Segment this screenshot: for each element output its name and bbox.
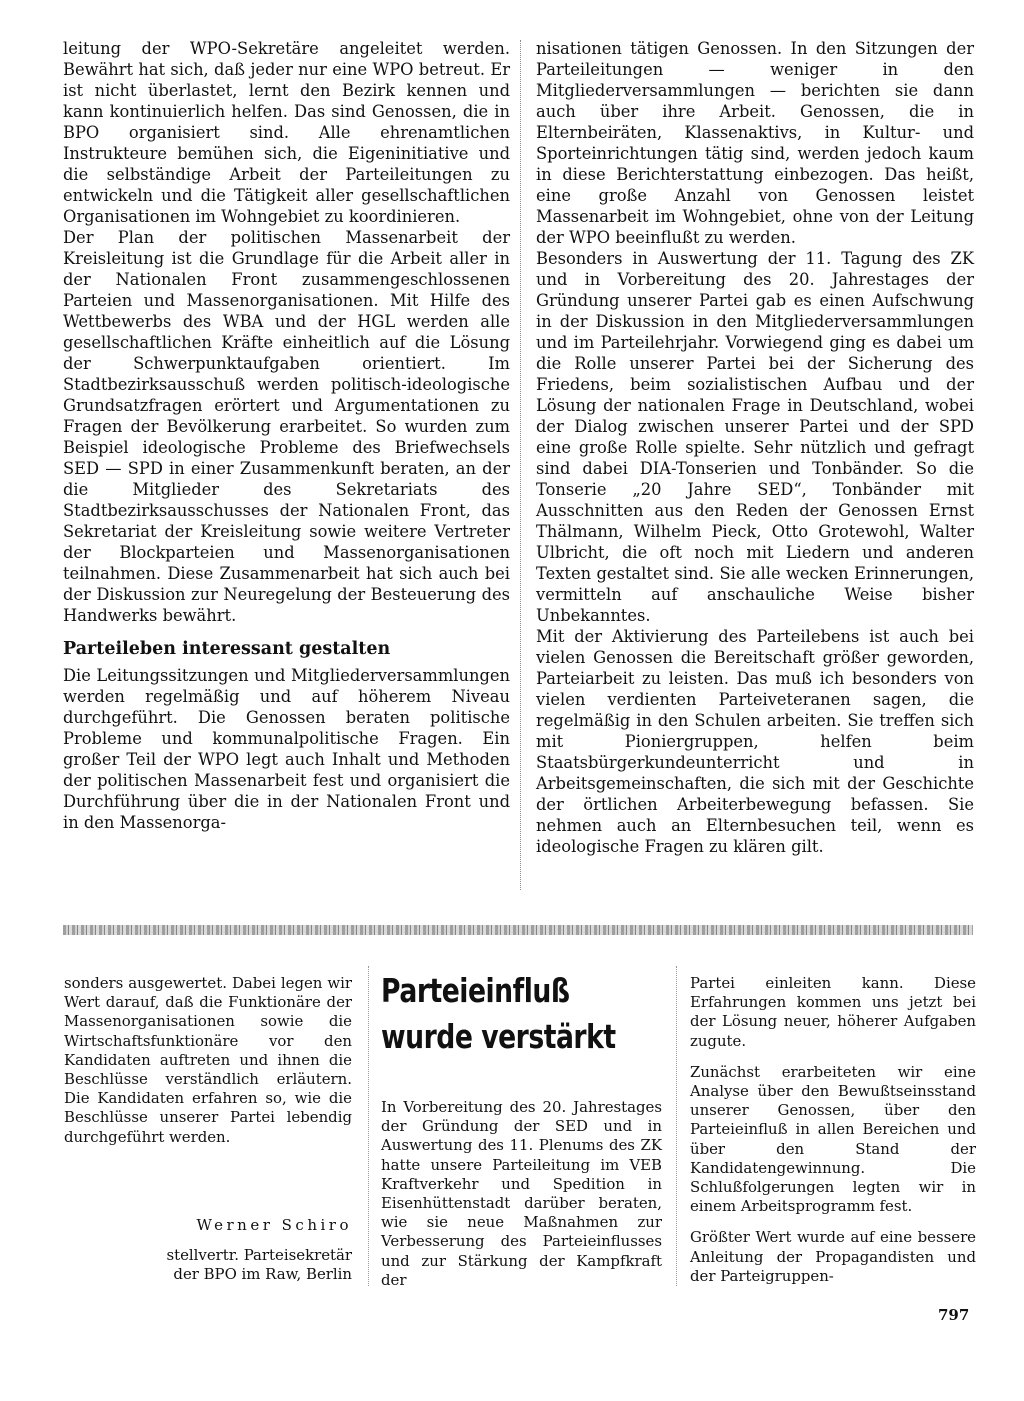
bottom-middle-column <box>381 1098 662 1290</box>
section-subheading: Parteileben interessant gestalten <box>63 639 391 659</box>
article-column-2 <box>536 38 974 857</box>
author-affiliation <box>64 1246 352 1284</box>
column-separator <box>368 966 369 1286</box>
paragraph: Der Plan der politischen Massenarbeit der Kreisleitung ist die Grundlage für die Arbeit aller in der Nationalen Front zusammengeschlossenen Parteien und Massenorganisationen. Mit Hilfe des Wettbewerbs des WBA und der HGL werden alle gesellschaftlichen Kräfte einheitlich auf die Lösung der Schwerpunktaufgaben orientiert. Im Stadtbezirksausschuß werden politisch-ideologische Grundsatzfragen erörtert und Argumentationen zu Fragen der Bevölkerung erarbeitet. So wurden zum Beispiel ideologische Probleme des Briefwechsels SED — SPD in einer Zusammenkunft beraten, an der die Mitglieder des Sekretariats des Stadtbezirksausschusses der Nationalen Front, das Sekretariat der Kreisleitung sowie weitere Vertreter der Blockparteien und Massenorganisationen teilnahmen. Diese Zusammenarbeit hat sich auch bei der Diskussion zur Neuregelung der Besteuerung des Handwerks bewährt. <box>63 228 510 625</box>
paragraph: Mit der Aktivierung des Parteilebens ist auch bei vielen Genossen die Bereitschaft größer geworden, Parteiarbeit zu leisten. Das muß ich besonders von vielen verdienten Parteiveteranen sagen, die regelmäßig in den Schulen arbeiten. Sie treffen sich mit Pioniergruppen, helfen beim Staatsbürgerkundeunterricht und in Arbeitsgemeinschaften, die sich mit der Geschichte der örtlichen Arbeiterbewegung befassen. Sie nehmen auch an Elternbesuchen teil, wenn es ideologische Fragen zu klären gilt. <box>536 627 974 856</box>
paragraph: Zunächst erarbeiteten wir eine Analyse über den Bewußtseinsstand unserer Genossen, über den Parteieinfluß in allen Bereichen und über den Stand der Kandidatengewinnung. Die Schlußfolgerungen legten wir in einem Arbeitsprogramm fest. <box>690 1062 976 1216</box>
author-role-line: stellvertr. Parteisekretär <box>166 1246 352 1264</box>
section-divider <box>63 925 973 935</box>
column-separator <box>676 966 677 1286</box>
paragraph: leitung der WPO-Sekretäre angeleitet werden. Bewährt hat sich, daß jeder nur eine WPO betreut. Er ist nicht überlastet, lernt den Bezirk kennen und kann kontinuierlich helfen. Das sind Genossen, die in BPO organisiert sind. Alle ehrenamtlichen Instrukteure bemühen sich, die Eigeninitiative und die selbständige Arbeit der Parteileitungen zu entwickeln und die Tätigkeit aller gesellschaftlichen Organisationen im Wohngebiet zu koordinieren. <box>63 39 510 226</box>
headline-line: wurde verstärkt <box>381 1018 616 1056</box>
paragraph: Partei einleiten kann. Diese Erfahrungen kommen uns jetzt bei der Lösung neuer, höherer Aufgaben zugute. <box>690 974 976 1050</box>
article-column-1 <box>63 38 510 833</box>
page-number: 797 <box>938 1306 970 1324</box>
paragraph: Größter Wert wurde auf eine bessere Anleitung der Propagandisten und der Parteigruppen- <box>690 1228 976 1285</box>
author-name: Werner Schiro <box>196 1216 352 1234</box>
paragraph: Die Leitungssitzungen und Mitgliederversammlungen werden regelmäßig und auf höherem Niveau durchgeführt. Die Genossen beraten politische Probleme und kommunalpolitische Fragen. Ein großer Teil der WPO legt auch Inhalt und Methoden der politischen Massenarbeit fest und organisiert die Durchführung über die in der Nationalen Front und in den Massenorga- <box>63 666 510 832</box>
paragraph: In Vorbereitung des 20. Jahrestages der Gründung der SED und in Auswertung des 11. Plenums des ZK hatte unsere Parteileitung im VEB Kraftverkehr und Spedition in Eisenhüttenstadt darüber beraten, wie sie neue Maßnahmen zur Verbesserung des Parteieinflusses und zur Stärkung der Kampfkraft der <box>381 1098 662 1289</box>
paragraph: nisationen tätigen Genossen. In den Sitzungen der Parteileitungen — weniger in den Mitgliederversammlungen — berichten sie dann auch über ihre Arbeit. Genossen, die in Elternbeiräten, Klassenaktivs, in Kultur- und Sporteinrichtungen tätig sind, werden jedoch kaum in diese Berichterstattung einbezogen. Das heißt, eine große Anzahl von Genossen leistet Massenarbeit im Wohngebiet, ohne von der Leitung der WPO beeinflußt zu werden. <box>536 39 974 247</box>
column-separator <box>520 40 521 890</box>
paragraph: Besonders in Auswertung der 11. Tagung des ZK und in Vorbereitung des 20. Jahrestages der Gründung unserer Partei gab es einen Aufschwung in der Diskussion in den Mitgliederversammlungen und im Parteilehrjahr. Vorwiegend ging es dabei um die Rolle unserer Partei bei der Sicherung des Friedens, beim sozialistischen Aufbau und der Lösung der nationalen Frage in Deutschland, wobei der Dialog zwischen unserer Partei und der SPD eine große Rolle spielte. Sehr nützlich und gefragt sind dabei DIA-Tonserien und Tonbänder. So die Tonserie „20 Jahre SED“, Tonbänder mit Ausschnitten aus den Reden der Genossen Ernst Thälmann, Wilhelm Pieck, Otto Grotewohl, Walter Ulbricht, die oft noch mit Liedern und anderen Texten gestaltet sind. Sie alle wecken Erinnerungen, vermitteln auf anschauliche Weise bisher Unbekanntes. <box>536 249 974 625</box>
bottom-left-column <box>64 974 352 1147</box>
bottom-right-column <box>690 974 976 1286</box>
headline-line: Parteieinfluß <box>381 972 570 1010</box>
article-headline <box>381 968 619 1060</box>
author-role-line: der BPO im Raw, Berlin <box>173 1265 352 1284</box>
paragraph: sonders ausgewertet. Dabei legen wir Wert darauf, daß die Funktionäre der Massenorganisationen sowie die Wirtschaftsfunktionäre vor den Kandidaten auftreten und ihnen die Beschlüsse verständlich erläutern. Die Kandidaten erfahren so, wie die Beschlüsse unserer Partei lebendig durchgeführt werden. <box>64 974 352 1146</box>
